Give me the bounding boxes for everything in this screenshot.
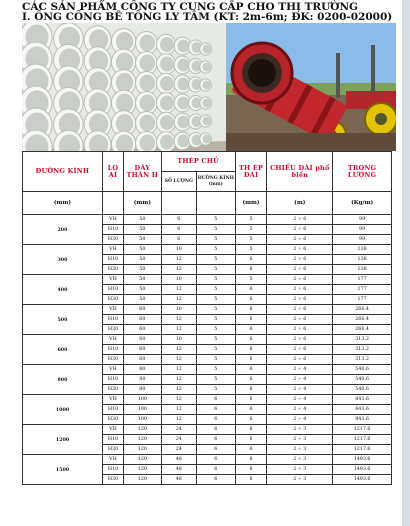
steel-count-cell: 12 xyxy=(161,405,196,415)
steel-count-cell: 10 xyxy=(161,305,196,315)
thickness-cell: 50 xyxy=(124,245,162,255)
steel-diameter-cell: 6 xyxy=(196,445,235,455)
stirrup-cell: 8 xyxy=(235,465,267,475)
weight-cell: 843.6 xyxy=(333,405,392,415)
type-cell: H10 xyxy=(102,405,123,415)
length-cell: 2 ÷ 4 xyxy=(267,365,333,375)
stirrup-cell: 6 xyxy=(235,355,267,365)
stirrup-cell: 6 xyxy=(235,305,267,315)
thickness-cell: 50 xyxy=(124,225,162,235)
length-cell: 2 ÷ 6 xyxy=(267,305,333,315)
stirrup-cell: 6 xyxy=(235,395,267,405)
table-row xyxy=(23,305,392,315)
steel-count-cell: 12 xyxy=(161,295,196,305)
stirrup-cell: 6 xyxy=(235,435,267,445)
weight-cell: 843.6 xyxy=(333,395,392,405)
weight-cell: 138 xyxy=(333,245,392,255)
stirrup-cell: 6 xyxy=(235,315,267,325)
steel-diameter-cell: 5 xyxy=(196,325,235,335)
steel-diameter-cell: 5 xyxy=(196,315,235,325)
type-cell: H30 xyxy=(102,385,123,395)
type-cell: VH xyxy=(102,395,123,405)
type-cell: H30 xyxy=(102,445,123,455)
steel-diameter-cell: 5 xyxy=(196,275,235,285)
pipe-spec-table xyxy=(22,151,392,485)
thickness-cell: 50 xyxy=(124,295,162,305)
length-cell: 2 ÷ 3 xyxy=(267,435,333,445)
header-so-luong: SỐ LƯỢNG xyxy=(161,172,196,192)
diameter-cell: 1000 xyxy=(23,395,103,425)
diameter-cell: 300 xyxy=(23,245,103,275)
stirrup-cell: 6 xyxy=(235,375,267,385)
steel-count-cell: 48 xyxy=(161,475,196,485)
steel-diameter-cell: 5 xyxy=(196,295,235,305)
unit-duong-kinh-thep xyxy=(196,192,235,215)
length-cell: 2 ÷ 6 xyxy=(267,275,333,285)
weight-cell: 313.2 xyxy=(333,345,392,355)
stirrup-cell: 5 xyxy=(235,225,267,235)
thickness-cell: 50 xyxy=(124,285,162,295)
steel-diameter-cell: 5 xyxy=(196,225,235,235)
stirrup-cell: 5 xyxy=(235,235,267,245)
thickness-cell: 60 xyxy=(124,335,162,345)
weight-cell: 99 xyxy=(333,235,392,245)
steel-diameter-cell: 5 xyxy=(196,385,235,395)
thickness-cell: 100 xyxy=(124,395,162,405)
length-cell: 2 ÷ 6 xyxy=(267,235,333,245)
stirrup-cell: 6 xyxy=(235,345,267,355)
length-cell: 2 ÷ 6 xyxy=(267,335,333,345)
diameter-cell: 1200 xyxy=(23,425,103,455)
steel-count-cell: 10 xyxy=(161,335,196,345)
thickness-cell: 120 xyxy=(124,475,162,485)
table-row xyxy=(23,425,392,435)
length-cell: 2 ÷ 3 xyxy=(267,475,333,485)
weight-cell: 1493.6 xyxy=(333,455,392,465)
table-row xyxy=(23,215,392,225)
unit-chieu-dai: (m) xyxy=(267,192,333,215)
length-cell: 2 ÷ 4 xyxy=(267,415,333,425)
table-body xyxy=(23,215,392,485)
type-cell: H10 xyxy=(102,345,123,355)
header-loai: LO ẠI xyxy=(102,152,123,192)
thickness-cell: 120 xyxy=(124,425,162,435)
table-row xyxy=(23,335,392,345)
weight-cell: 177 xyxy=(333,295,392,305)
section-title: I. ỐNG CỐNG BÊ TÔNG LY TÂM (KT: 2m-6m; ĐK: 0200-02000) xyxy=(22,11,393,23)
length-cell: 2 ÷ 6 xyxy=(267,265,333,275)
steel-diameter-cell: 5 xyxy=(196,245,235,255)
mould-photo xyxy=(226,23,396,151)
weight-cell: 843.6 xyxy=(333,415,392,425)
type-cell: VH xyxy=(102,335,123,345)
steel-count-cell: 24 xyxy=(161,445,196,455)
weight-cell: 1217.6 xyxy=(333,435,392,445)
steel-diameter-cell: 6 xyxy=(196,475,235,485)
steel-count-cell: 12 xyxy=(161,265,196,275)
header-chieu-dai: CHIỀU DÀI phổ biến xyxy=(267,152,333,192)
length-cell: 2 ÷ 6 xyxy=(267,345,333,355)
header-thep-chu: THÉP CHỦ xyxy=(161,152,235,172)
unit-thep-dai: (mm) xyxy=(235,192,267,215)
steel-count-cell: 24 xyxy=(161,425,196,435)
steel-count-cell: 24 xyxy=(161,435,196,445)
steel-count-cell: 6 xyxy=(161,225,196,235)
unit-day-thanh: (mm) xyxy=(124,192,162,215)
type-cell: VH xyxy=(102,425,123,435)
length-cell: 2 ÷ 6 xyxy=(267,225,333,235)
steel-count-cell: 12 xyxy=(161,255,196,265)
diameter-cell: 800 xyxy=(23,365,103,395)
thickness-cell: 100 xyxy=(124,415,162,425)
diameter-cell: 400 xyxy=(23,275,103,305)
type-cell: H30 xyxy=(102,415,123,425)
length-cell: 2 ÷ 4 xyxy=(267,395,333,405)
stirrup-cell: 6 xyxy=(235,415,267,425)
stirrup-cell: 8 xyxy=(235,455,267,465)
steel-count-cell: 12 xyxy=(161,365,196,375)
header-duong-kinh: ĐƯỜNG KÍNH xyxy=(23,152,103,192)
stirrup-cell: 5 xyxy=(235,275,267,285)
steel-count-cell: 12 xyxy=(161,385,196,395)
type-cell: H10 xyxy=(102,285,123,295)
type-cell: VH xyxy=(102,215,123,225)
stirrup-cell: 6 xyxy=(235,255,267,265)
length-cell: 2 ÷ 6 xyxy=(267,255,333,265)
header-day-thanh: DÀY THÀN H xyxy=(124,152,162,192)
steel-count-cell: 48 xyxy=(161,465,196,475)
table-row xyxy=(23,395,392,405)
weight-cell: 266.4 xyxy=(333,305,392,315)
steel-count-cell: 12 xyxy=(161,315,196,325)
steel-diameter-cell: 5 xyxy=(196,265,235,275)
thickness-cell: 60 xyxy=(124,315,162,325)
steel-diameter-cell: 5 xyxy=(196,335,235,345)
steel-diameter-cell: 5 xyxy=(196,235,235,245)
length-cell: 2 ÷ 6 xyxy=(267,315,333,325)
type-cell: VH xyxy=(102,365,123,375)
mould-image xyxy=(226,23,396,151)
steel-diameter-cell: 5 xyxy=(196,345,235,355)
steel-count-cell: 6 xyxy=(161,235,196,245)
steel-diameter-cell: 5 xyxy=(196,365,235,375)
steel-count-cell: 10 xyxy=(161,245,196,255)
type-cell: H30 xyxy=(102,235,123,245)
length-cell: 2 ÷ 3 xyxy=(267,455,333,465)
length-cell: 2 ÷ 3 xyxy=(267,425,333,435)
steel-diameter-cell: 6 xyxy=(196,415,235,425)
stirrup-cell: 6 xyxy=(235,405,267,415)
type-cell: H10 xyxy=(102,465,123,475)
page-edge xyxy=(402,0,410,526)
steel-diameter-cell: 6 xyxy=(196,405,235,415)
type-cell: H30 xyxy=(102,325,123,335)
thickness-cell: 120 xyxy=(124,445,162,455)
steel-count-cell: 12 xyxy=(161,375,196,385)
steel-count-cell: 12 xyxy=(161,395,196,405)
stirrup-cell: 6 xyxy=(235,335,267,345)
type-cell: H30 xyxy=(102,265,123,275)
steel-count-cell: 12 xyxy=(161,345,196,355)
length-cell: 2 ÷ 3 xyxy=(267,465,333,475)
steel-diameter-cell: 5 xyxy=(196,355,235,365)
steel-diameter-cell: 5 xyxy=(196,375,235,385)
header-trong-luong: TRỌNG LƯỢNG xyxy=(333,152,392,192)
type-cell: H10 xyxy=(102,255,123,265)
stirrup-cell: 6 xyxy=(235,365,267,375)
weight-cell: 313.2 xyxy=(333,355,392,365)
thickness-cell: 120 xyxy=(124,455,162,465)
weight-cell: 1217.6 xyxy=(333,445,392,455)
type-cell: H30 xyxy=(102,355,123,365)
diameter-cell: 600 xyxy=(23,335,103,365)
steel-count-cell: 12 xyxy=(161,285,196,295)
table-row xyxy=(23,455,392,465)
stirrup-cell: 6 xyxy=(235,285,267,295)
steel-diameter-cell: 5 xyxy=(196,305,235,315)
length-cell: 2 ÷ 6 xyxy=(267,215,333,225)
type-cell: VH xyxy=(102,275,123,285)
thickness-cell: 80 xyxy=(124,385,162,395)
steel-diameter-cell: 5 xyxy=(196,255,235,265)
stirrup-cell: 6 xyxy=(235,425,267,435)
length-cell: 2 ÷ 4 xyxy=(267,405,333,415)
thickness-cell: 50 xyxy=(124,255,162,265)
type-cell: VH xyxy=(102,455,123,465)
thickness-cell: 80 xyxy=(124,375,162,385)
steel-diameter-cell: 6 xyxy=(196,425,235,435)
page-title: CÁC SẢN PHẨM CỐNG TY CUNG CẤP CHO THỊ TRƯỜNG xyxy=(22,1,359,13)
stirrup-cell: 6 xyxy=(235,265,267,275)
stirrup-cell: 6 xyxy=(235,295,267,305)
unit-so-luong xyxy=(161,192,196,215)
weight-cell: 1493.6 xyxy=(333,475,392,485)
type-cell: H10 xyxy=(102,435,123,445)
header-duong-kinh-mm: ĐƯỜNG KÍNH (mm) xyxy=(196,172,235,192)
diameter-cell: 200 xyxy=(23,215,103,245)
weight-cell: 138 xyxy=(333,255,392,265)
product-photos xyxy=(22,23,396,151)
stirrup-cell: 6 xyxy=(235,385,267,395)
type-cell: VH xyxy=(102,305,123,315)
length-cell: 2 ÷ 6 xyxy=(267,355,333,365)
steel-count-cell: 48 xyxy=(161,455,196,465)
steel-diameter-cell: 6 xyxy=(196,455,235,465)
length-cell: 2 ÷ 6 xyxy=(267,245,333,255)
type-cell: H30 xyxy=(102,475,123,485)
table-row xyxy=(23,275,392,285)
pipe-stack-photo xyxy=(22,23,226,151)
weight-cell: 99 xyxy=(333,225,392,235)
weight-cell: 1217.6 xyxy=(333,425,392,435)
thickness-cell: 120 xyxy=(124,435,162,445)
thickness-cell: 60 xyxy=(124,355,162,365)
thickness-cell: 60 xyxy=(124,345,162,355)
steel-count-cell: 10 xyxy=(161,275,196,285)
steel-count-cell: 12 xyxy=(161,415,196,425)
table-row xyxy=(23,245,392,255)
table-row xyxy=(23,365,392,375)
unit-loai xyxy=(102,192,123,215)
diameter-cell: 1500 xyxy=(23,455,103,485)
thickness-cell: 50 xyxy=(124,235,162,245)
type-cell: H10 xyxy=(102,315,123,325)
unit-duong-kinh: (mm) xyxy=(23,192,103,215)
steel-count-cell: 12 xyxy=(161,325,196,335)
steel-count-cell: 6 xyxy=(161,215,196,225)
weight-cell: 540.6 xyxy=(333,385,392,395)
weight-cell: 266.4 xyxy=(333,315,392,325)
weight-cell: 99 xyxy=(333,215,392,225)
weight-cell: 313.2 xyxy=(333,335,392,345)
length-cell: 2 ÷ 6 xyxy=(267,295,333,305)
steel-diameter-cell: 6 xyxy=(196,435,235,445)
header-thep-dai: TH ÉP ĐAI xyxy=(235,152,267,192)
length-cell: 2 ÷ 3 xyxy=(267,445,333,455)
thickness-cell: 50 xyxy=(124,215,162,225)
stirrup-cell: 6 xyxy=(235,325,267,335)
thickness-cell: 60 xyxy=(124,305,162,315)
weight-cell: 540.6 xyxy=(333,375,392,385)
steel-diameter-cell: 6 xyxy=(196,465,235,475)
thickness-cell: 100 xyxy=(124,405,162,415)
length-cell: 2 ÷ 4 xyxy=(267,385,333,395)
type-cell: VH xyxy=(102,245,123,255)
thickness-cell: 80 xyxy=(124,365,162,375)
steel-diameter-cell: 5 xyxy=(196,285,235,295)
stirrup-cell: 5 xyxy=(235,215,267,225)
diameter-cell: 500 xyxy=(23,305,103,335)
thickness-cell: 60 xyxy=(124,325,162,335)
weight-cell: 266.4 xyxy=(333,325,392,335)
weight-cell: 138 xyxy=(333,265,392,275)
length-cell: 2 ÷ 6 xyxy=(267,285,333,295)
steel-count-cell: 12 xyxy=(161,355,196,365)
thickness-cell: 50 xyxy=(124,275,162,285)
type-cell: H10 xyxy=(102,375,123,385)
pipe-stack-image xyxy=(22,23,226,151)
thickness-cell: 50 xyxy=(124,265,162,275)
weight-cell: 540.6 xyxy=(333,365,392,375)
weight-cell: 177 xyxy=(333,275,392,285)
unit-trong-luong: (Kg/m) xyxy=(333,192,392,215)
steel-diameter-cell: 5 xyxy=(196,215,235,225)
stirrup-cell: 8 xyxy=(235,475,267,485)
length-cell: 2 ÷ 6 xyxy=(267,325,333,335)
thickness-cell: 120 xyxy=(124,465,162,475)
steel-diameter-cell: 6 xyxy=(196,395,235,405)
weight-cell: 1493.6 xyxy=(333,465,392,475)
stirrup-cell: 6 xyxy=(235,445,267,455)
stirrup-cell: 5 xyxy=(235,245,267,255)
length-cell: 2 ÷ 4 xyxy=(267,375,333,385)
type-cell: H30 xyxy=(102,295,123,305)
type-cell: H10 xyxy=(102,225,123,235)
weight-cell: 177 xyxy=(333,285,392,295)
